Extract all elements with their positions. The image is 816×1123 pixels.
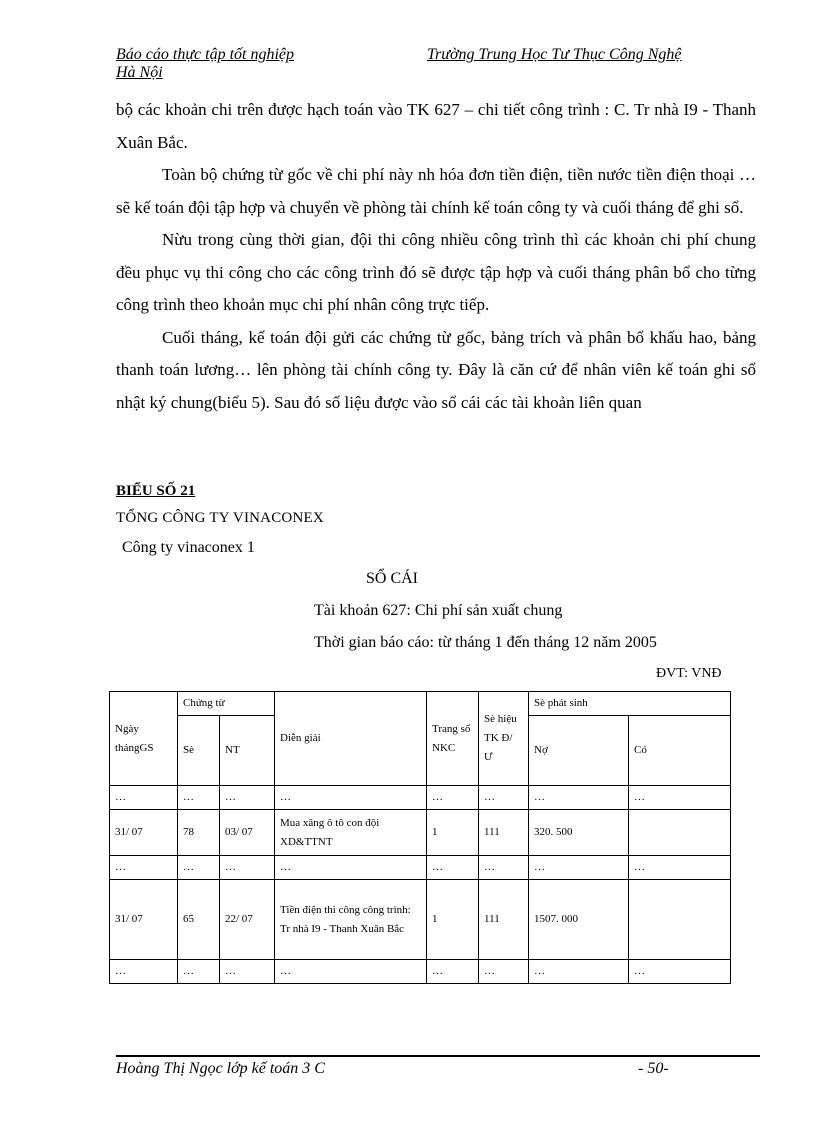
header-report-title: Báo cáo thực tập tốt nghiệp xyxy=(116,46,295,63)
cell-nt: 03/ 07 xyxy=(220,810,275,856)
paragraph-2: Toàn bộ chứng từ gốc về chi phí này nh hóa đơn tiền điện, tiền nước tiền điện thoại … sẽ kế toán đội tập hợp và chuyển về phòng tài chính kế toán công ty và cuối tháng để ghi sổ. xyxy=(116,165,756,217)
cell-tk: 111 xyxy=(479,810,529,856)
header-so-phat-sinh: Sè phát sinh xyxy=(529,692,731,716)
header-no: Nợ xyxy=(529,716,629,786)
header-ngay: Ngày thángGS xyxy=(110,692,178,786)
header-so: Sè xyxy=(178,716,220,786)
cell-no: … xyxy=(529,960,629,984)
header-school-name: Trường Trung Học Tư Thục Công Nghệ xyxy=(427,46,682,63)
cell-dien-giai: Tiền điện thi công công trình: Tr nhà I9 - Thanh Xuân Bắc xyxy=(275,880,427,960)
cell-ngay: 31/ 07 xyxy=(110,810,178,856)
cell-dien-giai: Mua xăng ô tô con đội XD&TTNT xyxy=(275,810,427,856)
ledger-period: Thời gian báo cáo: từ tháng 1 đến tháng 12 năm 2005 xyxy=(314,634,657,651)
header-trang-so: Trang sổ NKC xyxy=(427,692,479,786)
table-row xyxy=(110,960,731,984)
cell-trang: 1 xyxy=(427,880,479,960)
cell-so: 78 xyxy=(178,810,220,856)
table-header-row xyxy=(110,692,731,716)
cell-trang: … xyxy=(427,856,479,880)
cell-ngay: … xyxy=(110,856,178,880)
header-city: Hà Nội xyxy=(116,64,163,81)
body-text xyxy=(116,94,756,419)
ledger-account: Tài khoản 627: Chi phí sản xuất chung xyxy=(314,602,563,619)
table-row xyxy=(110,856,731,880)
cell-tk: 111 xyxy=(479,880,529,960)
cell-dien-giai: … xyxy=(275,856,427,880)
cell-nt: 22/ 07 xyxy=(220,880,275,960)
cell-no: … xyxy=(529,856,629,880)
cell-trang: … xyxy=(427,960,479,984)
cell-ngay: … xyxy=(110,786,178,810)
cell-nt: … xyxy=(220,786,275,810)
table-row xyxy=(110,880,731,960)
cell-co: … xyxy=(629,786,731,810)
cell-trang: … xyxy=(427,786,479,810)
cell-ngay: 31/ 07 xyxy=(110,880,178,960)
header-nt: NT xyxy=(220,716,275,786)
paragraph-1: bộ các khoản chi trên được hạch toán vào TK 627 – chi tiết công trình : C. Tr nhà I9 - Thanh Xuân Bắc. xyxy=(116,100,756,152)
cell-so: … xyxy=(178,856,220,880)
cell-nt: … xyxy=(220,960,275,984)
cell-ngay: … xyxy=(110,960,178,984)
cell-so: … xyxy=(178,960,220,984)
cell-tk: … xyxy=(479,856,529,880)
ledger-unit: ĐVT: VNĐ xyxy=(656,666,722,681)
table-row xyxy=(110,786,731,810)
cell-dien-giai: … xyxy=(275,960,427,984)
bieu-so-label: BIỂU SỐ 21 xyxy=(116,483,196,499)
cell-co xyxy=(629,810,731,856)
page-number: - 50- xyxy=(638,1060,669,1077)
table-row xyxy=(110,810,731,856)
ledger-table xyxy=(109,691,731,984)
paragraph-4: Cuối tháng, kế toán đội gửi các chứng từ gốc, bảng trích và phân bổ khấu hao, bảng thanh toán lương… lên phòng tài chính công ty. Đây là căn cứ để nhân viên kế toán ghi sổ nhật ký chung(biểu 5). Sau đó số liệu được vào sổ cái các tài khoản liên quan xyxy=(116,327,756,412)
cell-co: … xyxy=(629,856,731,880)
cell-trang: 1 xyxy=(427,810,479,856)
header-dien-giai: Diễn giải xyxy=(275,692,427,786)
paragraph-3: Nừu trong cùng thời gian, đội thi công nhiều công trình thì các khoản chi phí chung đều phục vụ thi công cho các công trình đó sẽ được tập hợp và cuối tháng phân bổ cho từng công trình theo khoản mục chi phí nhân công trực tiếp. xyxy=(116,230,756,314)
cell-so: … xyxy=(178,786,220,810)
ledger-title: SỔ CÁI xyxy=(366,570,419,587)
header-chung-tu: Chứng từ xyxy=(178,692,275,716)
parent-company-name: TỔNG CÔNG TY VINACONEX xyxy=(116,510,324,526)
cell-no: 320. 500 xyxy=(529,810,629,856)
cell-nt: … xyxy=(220,856,275,880)
company-name: Công ty vinaconex 1 xyxy=(122,539,255,556)
cell-no: 1507. 000 xyxy=(529,880,629,960)
cell-so: 65 xyxy=(178,880,220,960)
cell-tk: … xyxy=(479,960,529,984)
cell-dien-giai: … xyxy=(275,786,427,810)
footer-divider xyxy=(116,1055,760,1057)
cell-tk: … xyxy=(479,786,529,810)
header-co: Có xyxy=(629,716,731,786)
cell-no: … xyxy=(529,786,629,810)
footer-author: Hoàng Thị Ngọc lớp kế toán 3 C xyxy=(116,1060,325,1077)
cell-co xyxy=(629,880,731,960)
cell-co: … xyxy=(629,960,731,984)
header-so-hieu: Sè hiệu TK Đ/ Ư xyxy=(479,692,529,786)
